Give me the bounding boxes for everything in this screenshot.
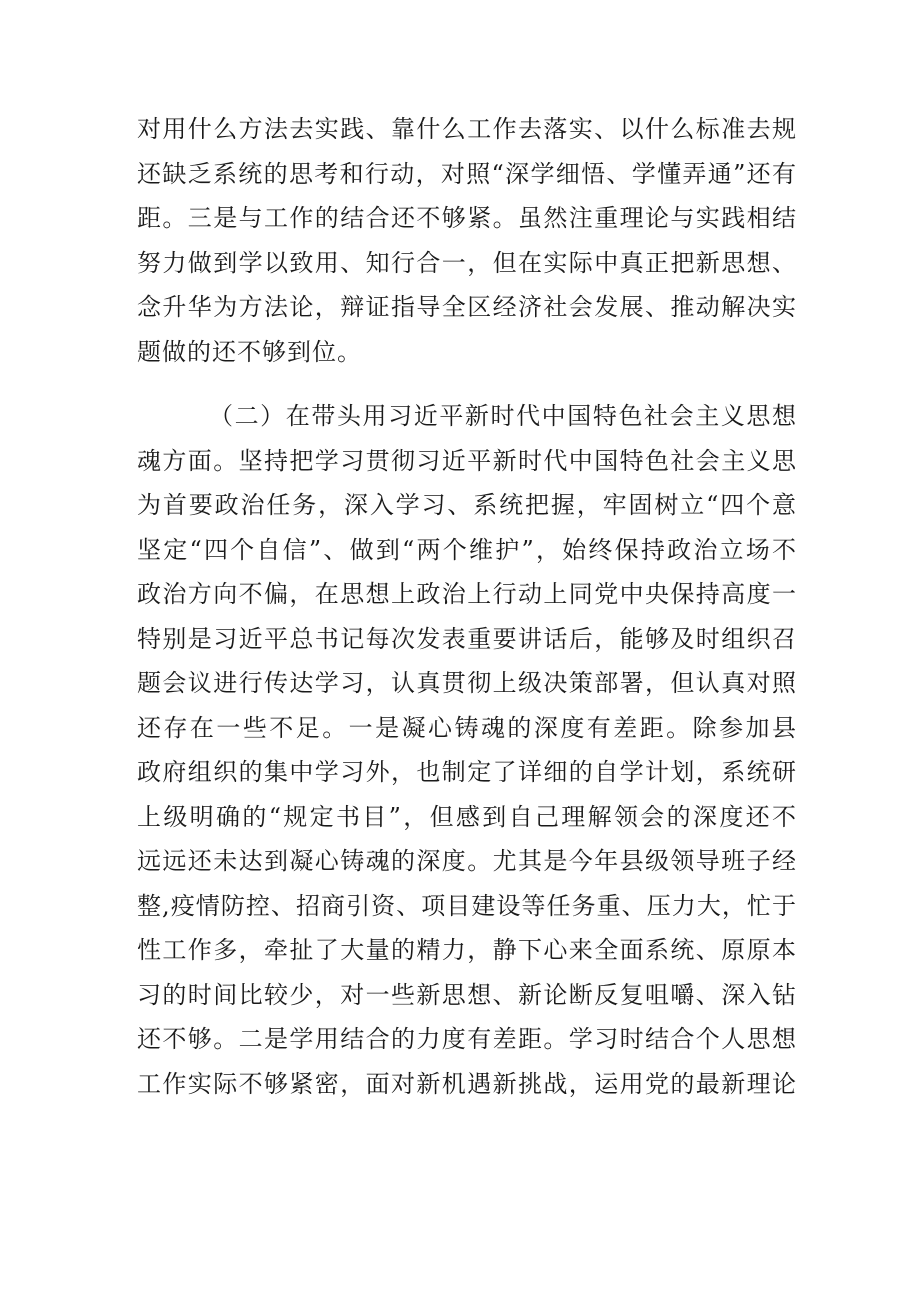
text-line: 努力做到学以致用、知行合一，但在实际中真正把新思想、: [137, 248, 797, 277]
text-line: 性工作多，牵扯了大量的精力，静下心来全面系统、原原本: [137, 936, 797, 964]
text-line: 特别是习近平总书记每次发表重要讲话后，能够及时组织召: [137, 624, 797, 653]
text-line: 题会议进行传达学习，认真贯彻上级决策部署，但认真对照: [137, 669, 797, 697]
text-line: 为首要政治任务，深入学习、系统把握，牢固树立“四个意: [137, 491, 797, 519]
paragraph-1: [137, 107, 797, 374]
text-line: 整,疫情防控、招商引资、项目建设等任务重、压力大，忙于: [137, 891, 797, 920]
text-line: 工作实际不够紧密，面对新机遇新挑战，运用党的最新理论: [137, 1069, 797, 1098]
text-line: 还不够。二是学用结合的力度有差距。学习时结合个人思想: [137, 1025, 797, 1053]
text-line: 上级明确的“规定书目”，但感到自己理解领会的深度还不: [137, 802, 797, 831]
text-line: 习的时间比较少，对一些新思想、新论断反复咀嚼、深入钻: [137, 980, 797, 1009]
text-line: 魂方面。坚持把学习贯彻习近平新时代中国特色社会主义思: [137, 446, 797, 475]
text-line: 还存在一些不足。一是凝心铸魂的深度有差距。除参加县: [137, 713, 797, 742]
text-line: 政府组织的集中学习外，也制定了详细的自学计划，系统研: [137, 758, 797, 786]
text-line: 题做的还不够到位。: [137, 337, 362, 366]
text-line: 坚定“四个自信”、做到“两个维护”，始终保持政治立场不: [137, 535, 797, 564]
text-line: 对用什么方法去实践、靠什么工作去落实、以什么标准去规: [137, 115, 797, 143]
text-line: 还缺乏系统的思考和行动，对照“深学细悟、学懂弄通”还有: [137, 159, 797, 188]
text-line: 远远还未达到凝心铸魂的深度。尤其是今年县级领导班子经: [137, 847, 797, 875]
paragraph-gap: [137, 374, 797, 394]
text-line: （二）在带头用习近平新时代中国特色社会主义思想: [209, 402, 797, 430]
text-line: 距。三是与工作的结合还不够紧。虽然注重理论与实践相结: [137, 204, 797, 232]
paragraph-2: [137, 394, 797, 1106]
text-line: 政治方向不偏，在思想上政治上行动上同党中央保持高度一: [137, 580, 797, 608]
text-line: 念升华为方法论，辩证指导全区经济社会发展、推动解决实: [137, 293, 797, 321]
document-body: [137, 107, 797, 1106]
